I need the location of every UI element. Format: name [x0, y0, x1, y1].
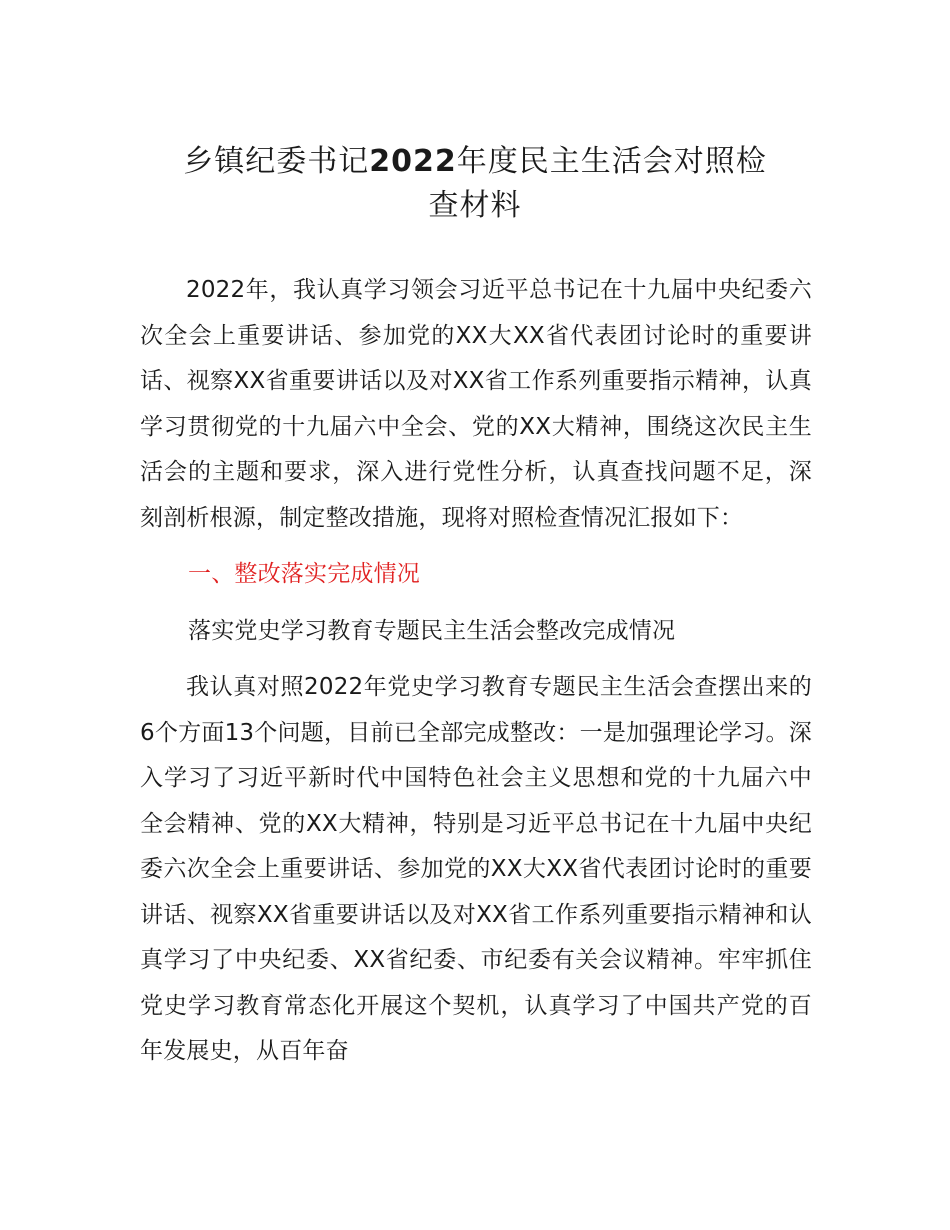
- section-paragraph: 我认真对照2022年党史学习教育专题民主生活会查摆出来的6个方面13个问题，目前已全部完成整改：一是加强理论学习。深入学习了习近平新时代中国特色社会主义思想和党的十九届六中全会精神、党的XX大精神，特别是习近平总书记在十九届中央纪委六次全会上重要讲话、参加党的XX大XX省代表团讨论时的重要讲话、视察XX省重要讲话以及对XX省工作系列重要指示精神和认真学习了中央纪委、XX省纪委、市纪委有关会议精神。牢牢抓住党史学习教育常态化开展这个契机，认真学习了中国共产党的百年发展史，从百年奋: [140, 674, 812, 1064]
- document-body: [140, 268, 812, 1086]
- section-subheading: 落实党史学习教育专题民主生活会整改完成情况: [188, 617, 676, 644]
- section-heading: 一、整改落实完成情况: [188, 561, 420, 587]
- title-line2: 查材料: [428, 188, 522, 223]
- title-year: 2022: [369, 144, 457, 179]
- intro-paragraph: 2022年，我认真学习领会习近平总书记在十九届中央纪委六次全会上重要讲话、参加党的XX大XX省代表团讨论时的重要讲话、视察XX省重要讲话以及对XX省工作系列重要指示精神，认真学习贯彻党的十九届六中全会、党的XX大精神，围绕这次民主生活会的主题和要求，深入进行党性分析，认真查找问题不足，深刻剖析根源，制定整改措施，现将对照检查情况汇报如下：: [140, 277, 812, 531]
- document-title: [110, 140, 840, 228]
- title-suffix-line1: 年度民主生活会对照检: [456, 144, 767, 179]
- title-prefix: 乡镇纪委书记: [183, 144, 370, 179]
